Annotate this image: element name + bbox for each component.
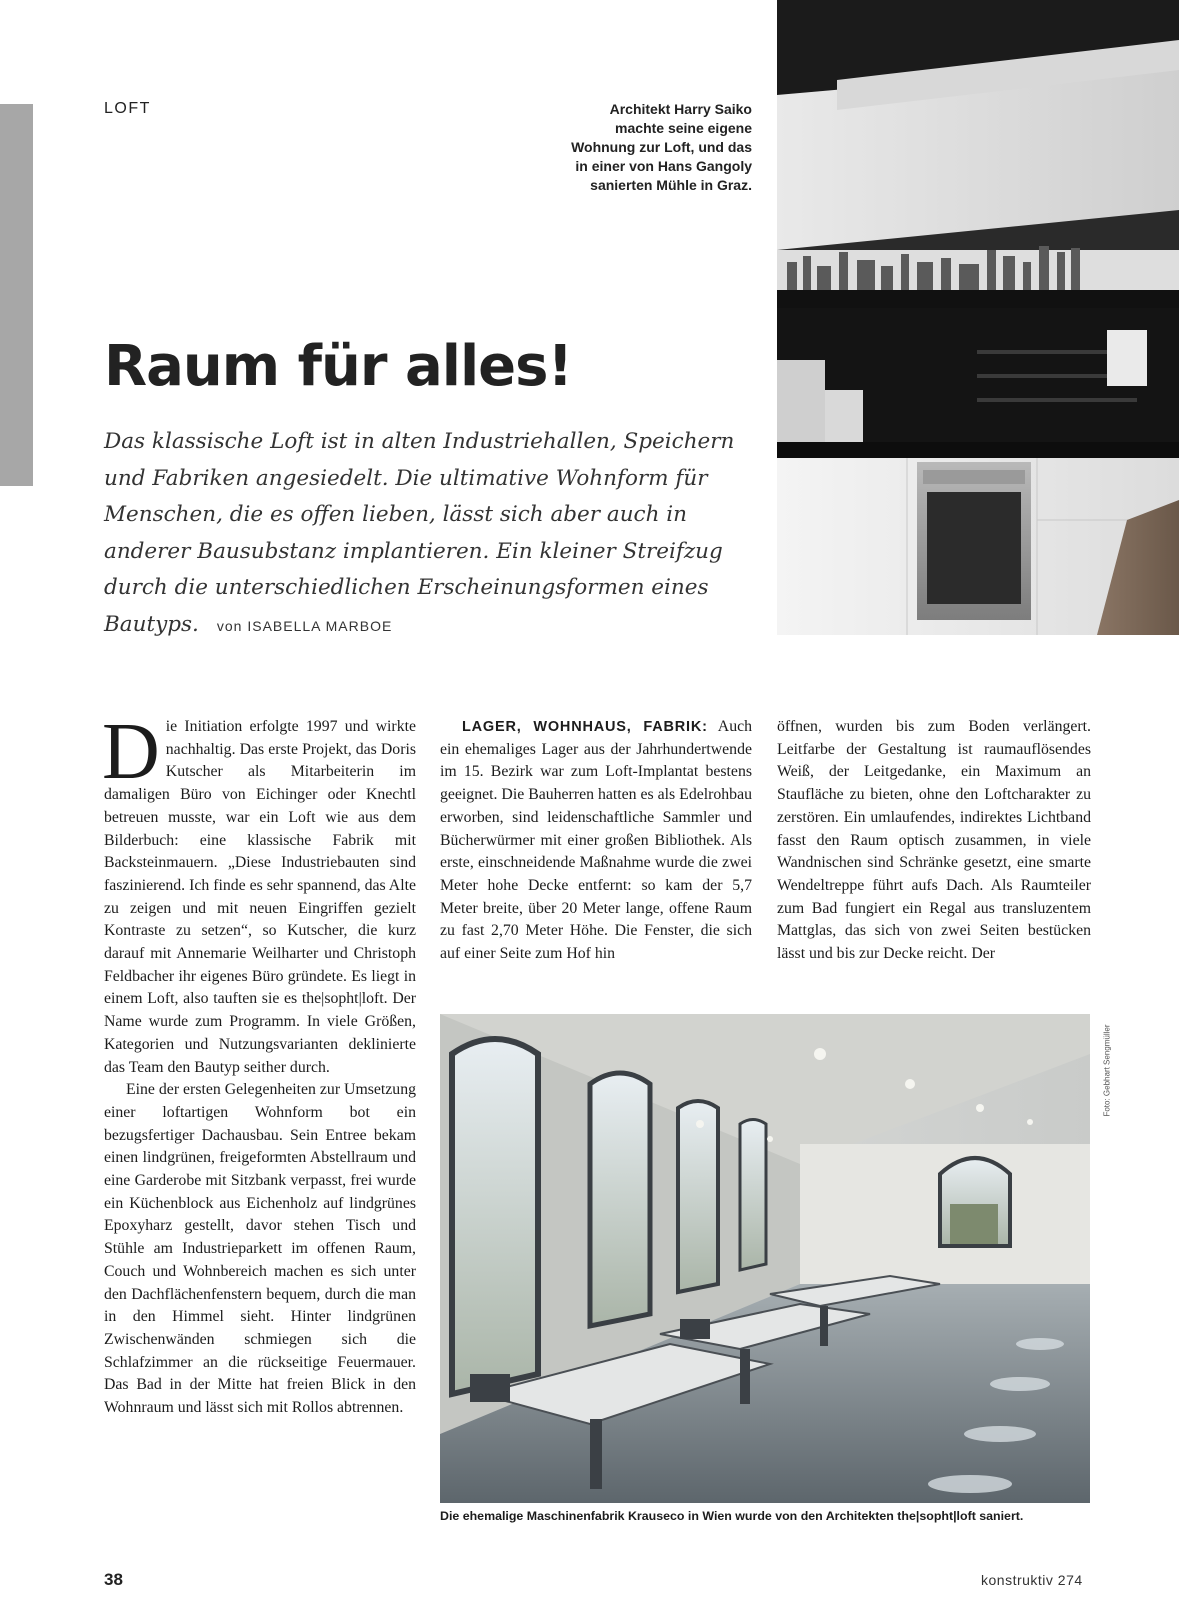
- body-paragraph-2: Eine der ersten Gelegenheiten zur Umsetzung einer loftartigen Wohnform bot ein bezugsfertiger Dachausbau. Sein Entree bekam einen lindgrünen, freigeformten Abstellraum und eine Garderobe mit Sitzbank verpasst, frei wurde ein Küchenblock aus Eichenholz auf lindgrünes Epoxyharz gestellt, davor stehen Tisch und Stühle am Industrieparkett im offenen Raum, Couch und Wohnbereich machen es sich unter den Dachflächenfenstern bequem, durch die man in den Himmel sieht. Hinter lindgrünen Zwischenwänden schmiegen sich die Schlafzimmer an die rückseitige Feuermauer. Das Bad in der Mitte hat freien Blick in den Wohnraum und lässt sich mit Rollos abtrennen.: [104, 1081, 416, 1417]
- drop-cap: D: [102, 708, 160, 796]
- subhead-runin: LAGER, WOHNHAUS, FABRIK:: [462, 719, 708, 735]
- page-number: 38: [104, 1570, 123, 1589]
- headline: Raum für alles!: [104, 334, 572, 399]
- article-column-2: [440, 716, 752, 966]
- lead-text: Das klassische Loft ist in alten Industriehallen, Speichern und Fabriken angesiedelt. Die ultimative Wohnform für Menschen, die es offen lieben, lässt sich aber auch in anderer Bausubstanz implantieren. Ein kleiner Streifzug durch die unterschiedlichen Erscheinungsformen eines Bautyps.: [104, 429, 735, 637]
- office-photo: [440, 1014, 1090, 1503]
- office-photo-caption: Die ehemalige Maschinenfabrik Krauseco in Wien wurde von den Architekten the|sopht|loft saniert.: [440, 1509, 1024, 1523]
- photo-credit-text: Foto: Gebhart Sengmüller: [1102, 1024, 1112, 1117]
- section-color-tab: [0, 104, 33, 486]
- kitchen-photo-caption: Architekt Harry Saiko machte seine eigene Wohnung zur Loft, und das in einer von Hans Gangoly sanierten Mühle in Graz.: [571, 101, 752, 193]
- photo-credit: [1093, 1016, 1112, 1128]
- body-text-3: Auch ein ehemaliges Lager aus der Jahrhundertwende im 15. Bezirk war zum Loft-Implantat bestens geeignet. Die Bauherren hatten es als Edelrohbau erworben, sind leidenschaftliche Sammler und Bücherwürmer mit einer großen Bibliothek. Als erste, einschneidende Maßnahme wurde die zwei Meter hohe Decke entfernt: so kam der 5,7 Meter breite, über 20 Meter lange, offene Raum zu fast 2,70 Meter Höhe. Die Fenster, die sich auf einer Seite zum Hof hin: [440, 718, 753, 963]
- body-paragraph-3: [440, 716, 752, 966]
- article-column-1: [102, 708, 416, 1420]
- lead-paragraph: [104, 424, 744, 644]
- kitchen-photo: [777, 0, 1179, 635]
- article-column-3: [777, 716, 1091, 966]
- body-text-1: ie Initiation erfolgte 1997 und wirkte nachhaltig. Das erste Projekt, das Doris Kutscher als Mitarbeiterin im damaligen Büro von Eichinger oder Knechtl betreuen musste, war ein Loft wie aus dem Bilderbuch: eine klassische Fabrik mit Backsteinmauern. „Diese Industriebauten sind faszinierend. Ich finde es sehr spannend, das Alte zu zeigen und mit neuen Eingriffen gezielt Kontraste zu setzen“, so Kutscher, die kurz darauf mit Annemarie Weilharter und Christoph Feldbacher ihr eigenes Büro gründete. Es liegt in einem Loft, also tauften sie es the|sopht|loft. Der Name wurde zum Programm. In viele Größen, Kategorien und Nutzungsvarianten deklinierte das Team den Bautyp seither durch.: [104, 718, 416, 1076]
- body-paragraph-4: öffnen, wurden bis zum Boden verlängert. Leitfarbe der Gestaltung ist raumauflösendes Weiß, der Leitgedanke, ein Maximum an Staufläche zu bieten, ohne den Loftcharakter zu zerstören. Ein umlaufendes, indirektes Lichtband fasst den Raum optisch zusammen, in viele Wandnischen sind Schränke gesetzt, eine smarte Wendeltreppe führt aufs Dach. Als Raumteiler zum Bad fungiert ein Regal aus transluzentem Mattglas, das sich von zwei Seiten bestücken lässt und bis zur Decke reicht. Der: [777, 718, 1091, 963]
- byline: von ISABELLA MARBOE: [216, 617, 393, 634]
- body-paragraph-1: [102, 708, 416, 1079]
- magazine-name: konstruktiv 274: [981, 1572, 1083, 1588]
- section-label: LOFT: [104, 100, 151, 117]
